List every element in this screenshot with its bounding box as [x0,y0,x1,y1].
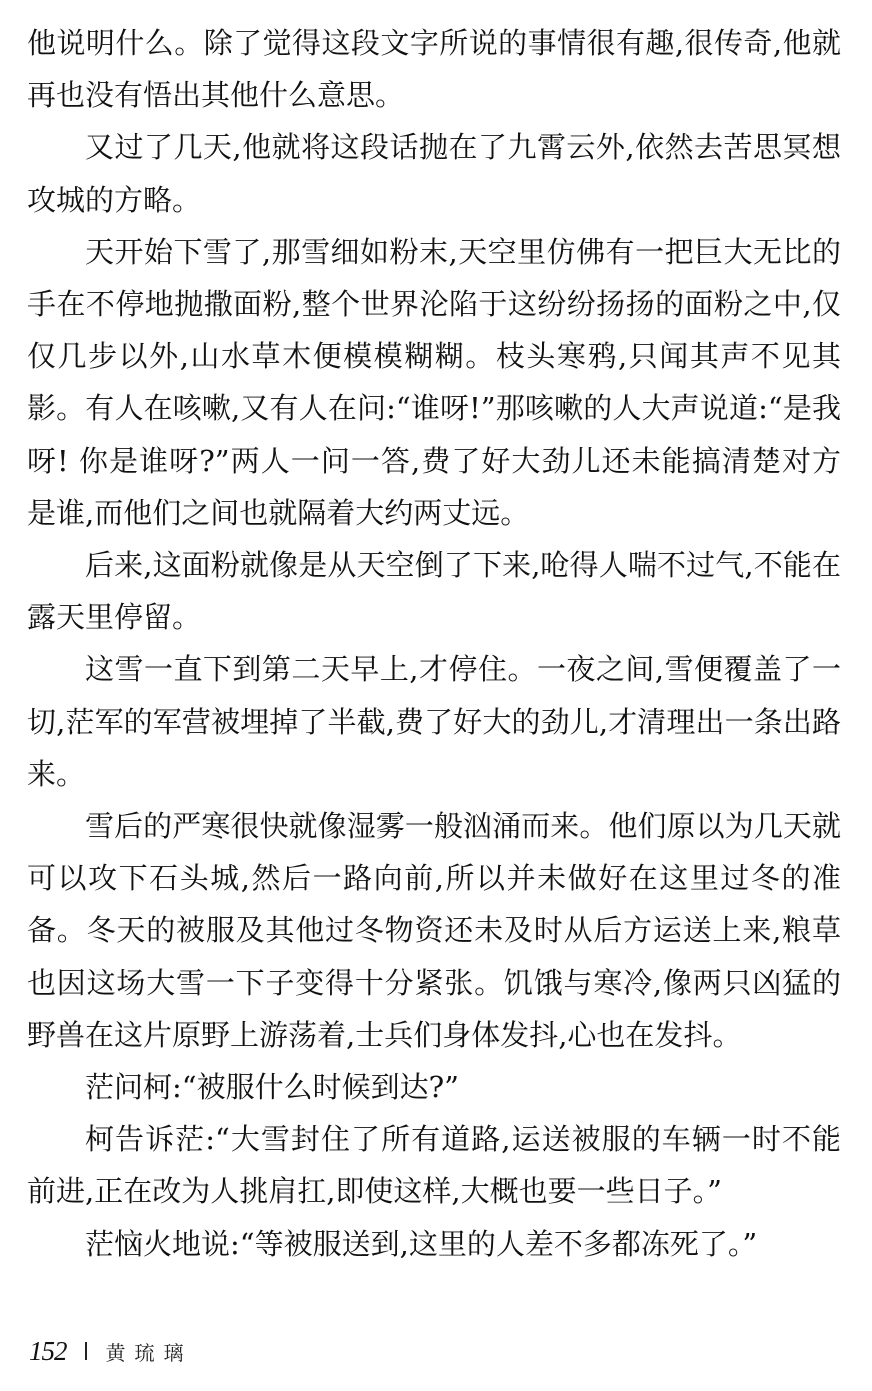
paragraph-6: 雪后的严寒很快就像湿雾一般汹涌而来。他们原以为几天就可以攻下石头城,然后一路向前,所以并未做好在这里过冬的准备。冬天的被服及其他过冬物资还未及时从后方运送上来,粮草也因这场大雪一下子变得十分紧张。饥饿与寒冷,像两只凶猛的野兽在这片原野上游荡着,士兵们身体发抖,心也在发抖。 [27,809,841,1052]
paragraph-2: 又过了几天,他就将这段话抛在了九霄云外,依然去苦思冥想攻城的方略。 [27,130,841,217]
paragraph-1: 他说明什么。除了觉得这段文字所说的事情很有趣,很传奇,他就再也没有悟出其他什么意思。 [27,26,841,113]
paragraph-5: 这雪一直下到第二天早上,才停住。一夜之间,雪便覆盖了一切,茫军的军营被埋掉了半截,费了好大的劲儿,才清理出一条出路来。 [27,652,841,791]
running-title: 黄琉璃 [105,1340,193,1365]
paragraph-4: 后来,这面粉就像是从天空倒了下来,呛得人喘不过气,不能在露天里停留。 [27,548,841,635]
page-body [27,17,841,1270]
paragraph-3: 天开始下雪了,那雪细如粉末,天空里仿佛有一把巨大无比的手在不停地抛撒面粉,整个世界沦陷于这纷纷扬扬的面粉之中,仅仅几步以外,山水草木便模模糊糊。枝头寒鸦,只闻其声不见其影。有人在咳嗽,又有人在问:“谁呀!”那咳嗽的人大声说道:“是我呀! 你是谁呀?”两人一问一答,费了好大劲儿还未能搞清楚对方是谁,而他们之间也就隔着大约两丈远。 [27,234,841,530]
paragraph-8: 柯告诉茫:“大雪封住了所有道路,运送被服的车辆一时不能前进,正在改为人挑肩扛,即使这样,大概也要一些日子。” [27,1122,841,1209]
page-number: 152 [29,1335,67,1366]
paragraph-9: 茫恼火地说:“等被服送到,这里的人差不多都冻死了。” [85,1226,758,1261]
footer-divider [85,1342,87,1360]
page-footer [29,1333,193,1369]
paragraph-7: 茫问柯:“被服什么时候到达?” [85,1070,459,1105]
